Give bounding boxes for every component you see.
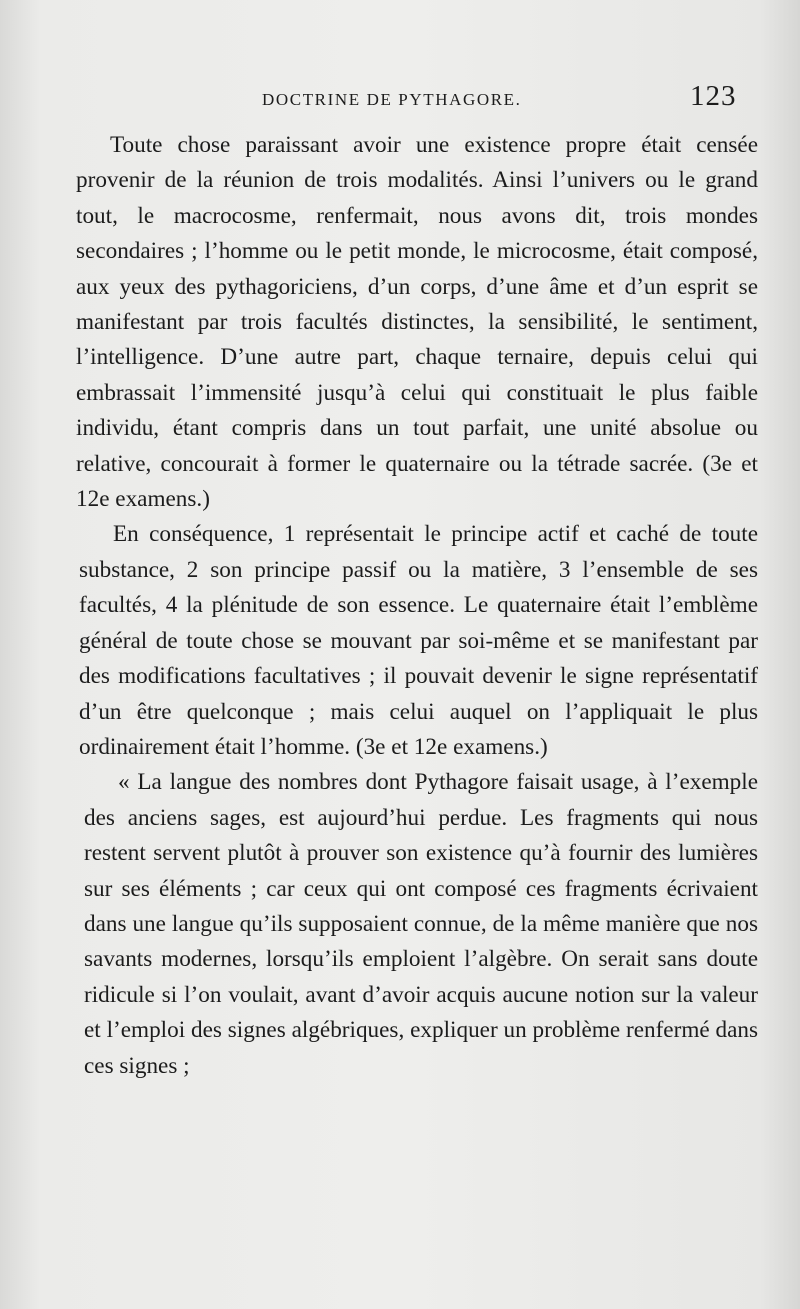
paragraph-3: « La langue des nombres dont Pythagore faisait usage, à l’exemple des anciens sages, est aujourd’hui perdue. Les fragments qui nous restent servent plutôt à prouver son existence qu’à fournir des lumières sur ses éléments ; car ceux qui ont composé ces fragments écrivaient dans une langue qu’ils supposaient connue, de la même manière que nos savants modernes, lorsqu’ils emploient l’algèbre. On serait sans doute ridicule si l’on voulait, avant d’avoir acquis aucune notion sur la valeur et l’emploi des signes algébriques, expliquer un problème renfermé dans ces signes ; <box>84 769 758 1079</box>
running-head <box>0 80 800 120</box>
paragraph-1: Toute chose paraissant avoir une existence propre était censée provenir de la réunion de trois modalités. Ainsi l’univers ou le grand tout, le macrocosme, renfermait, nous avons dit, trois mondes secondaires ; l’homme ou le petit monde, le microcosme, était composé, aux yeux des pythagoriciens, d’un corps, d’une âme et d’un esprit se manifestant par trois facultés distinctes, la sensibilité, le sentiment, l’intelligence. D’une autre part, chaque ternaire, depuis celui qui embrassait l’immensité jusqu’à celui qui constituait le plus faible individu, étant compris dans un tout parfait, une unité absolue ou relative, concourait à former le quaternaire ou la tétrade sacrée. (3e et 12e examens.) <box>76 132 758 513</box>
running-title: DOCTRINE DE PYTHAGORE. <box>262 90 522 109</box>
page-number: 123 <box>690 80 737 112</box>
paragraph-2: En conséquence, 1 représentait le principe actif et caché de toute substance, 2 son principe passif ou la matière, 3 l’ensemble de ses facultés, 4 la plénitude de son essence. Le quaternaire était l’emblème général de toute chose se mouvant par soi-même et se manifestant par des modifications facultatives ; il pouvait devenir le signe représentatif d’un être quelconque ; mais celui auquel on l’appliquait le plus ordinairement était l’homme. (3e et 12e examens.) <box>79 521 758 760</box>
body-text <box>76 128 758 1084</box>
